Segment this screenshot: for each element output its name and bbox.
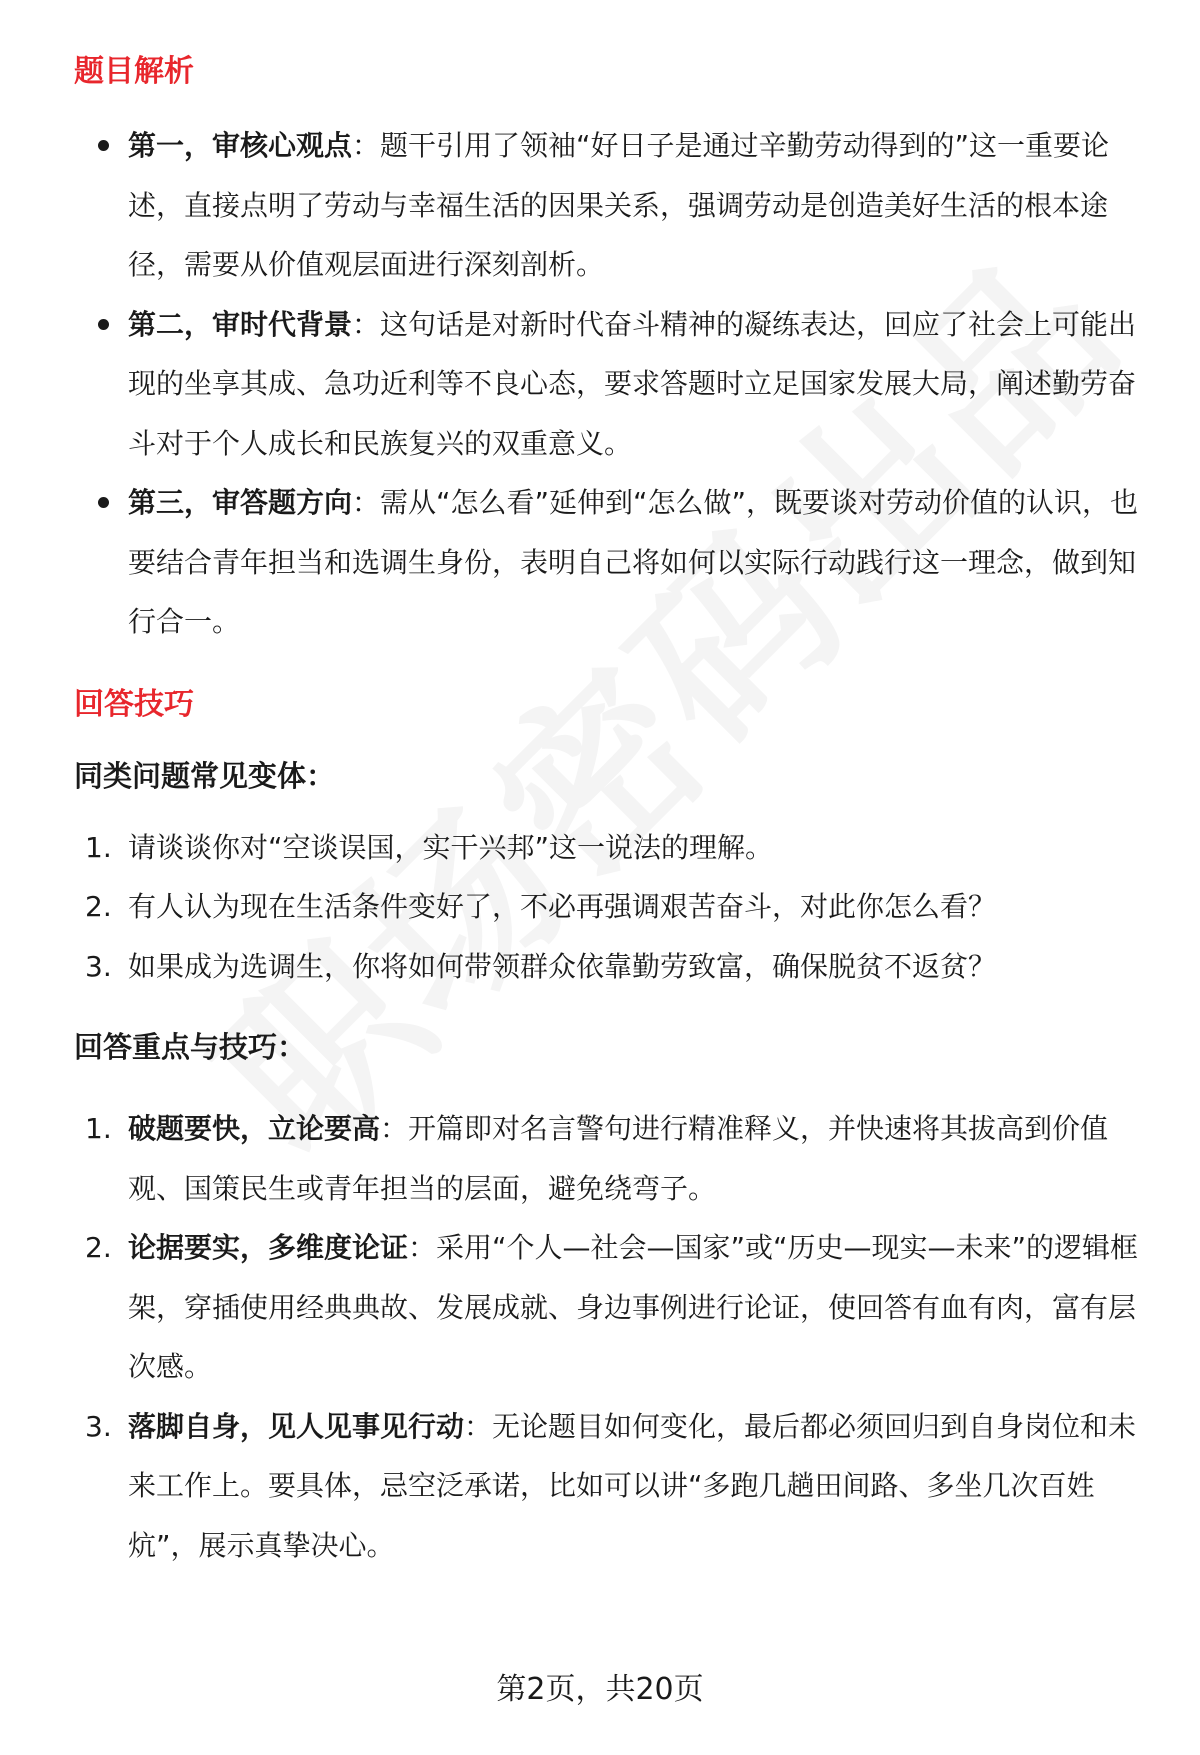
- item-number: 3.: [85, 1409, 112, 1443]
- analysis-item: [74, 473, 1144, 652]
- item-text: 请谈谈你对“空谈误国，实干兴邦”这一说法的理解。: [128, 830, 774, 864]
- section-title-tips: 回答技巧: [74, 686, 194, 722]
- item-lead: 破题要快，立论要高: [128, 1112, 381, 1145]
- item-text: ：这句话是对新时代奋斗精神的凝练表达，回应了社会上可能出现的坐享其成、急功近利等不良心态，要求答题时立足国家发展大局，阐述勤劳奋斗对于个人成长和民族复兴的双重意义。: [128, 307, 1137, 460]
- variant-item: [74, 818, 1144, 878]
- page-content: [74, 50, 1144, 1575]
- page-number: 第2页，共20页: [496, 1672, 704, 1707]
- item-text: ：采用“个人—社会—国家”或“历史—现实—未来”的逻辑框架，穿插使用经典典故、发展成就、身边事例进行论证，使回答有血有肉，富有层次感。: [128, 1231, 1139, 1383]
- tips-list: [74, 1099, 1144, 1575]
- item-lead: 落脚自身，见人见事见行动: [128, 1409, 465, 1443]
- item-lead: 第一，审核心观点: [128, 129, 353, 162]
- item-text: ：无论题目如何变化，最后都必须回归到自身岗位和未来工作上。要具体，忌空泛承诺，比如可以讲“多跑几趟田间路、多坐几次百姓炕”，展示真挚决心。: [128, 1409, 1137, 1562]
- item-text: ：需从“怎么看”延伸到“怎么做”，既要谈对劳动价值的认识，也要结合青年担当和选调生身份，表明自己将如何以实际行动践行这一理念，做到知行合一。: [128, 486, 1139, 638]
- bullet-icon: [98, 497, 109, 508]
- tip-item: [74, 1397, 1144, 1576]
- tip-item: [74, 1218, 1144, 1397]
- variant-item: [74, 877, 1144, 937]
- tips-title: 回答重点与技巧：: [74, 1030, 307, 1064]
- variants-list: [74, 818, 1144, 997]
- item-text: ：开篇即对名言警句进行精准释义，并快速将其拔高到价值观、国策民生或青年担当的层面，避免绕弯子。: [128, 1112, 1109, 1205]
- item-number: 1.: [85, 830, 112, 864]
- analysis-item: [74, 116, 1144, 295]
- section-title-analysis: 题目解析: [74, 54, 194, 89]
- item-number: 3.: [85, 949, 112, 983]
- item-number: 2.: [85, 890, 112, 923]
- variant-item: [74, 937, 1144, 997]
- item-lead: 第二，审时代背景: [128, 307, 353, 341]
- item-number: 2.: [85, 1231, 112, 1264]
- item-text: 有人认为现在生活条件变好了，不必再强调艰苦奋斗，对此你怎么看？: [128, 890, 997, 923]
- item-lead: 第三，审答题方向: [128, 486, 353, 519]
- bullet-icon: [98, 140, 109, 151]
- item-number: 1.: [85, 1112, 112, 1145]
- variants-title: 同类问题常见变体：: [74, 758, 336, 793]
- item-text: 如果成为选调生，你将如何带领群众依靠勤劳致富，确保脱贫不返贫？: [128, 949, 997, 983]
- tip-item: [74, 1099, 1144, 1218]
- analysis-item: [74, 295, 1144, 474]
- item-text: ：题干引用了领袖“好日子是通过辛勤劳动得到的”这一重要论述，直接点明了劳动与幸福生活的因果关系，强调劳动是创造美好生活的根本途径，需要从价值观层面进行深刻剖析。: [128, 129, 1110, 281]
- bullet-icon: [98, 319, 109, 330]
- analysis-list: [74, 116, 1144, 652]
- item-lead: 论据要实，多维度论证: [128, 1231, 409, 1264]
